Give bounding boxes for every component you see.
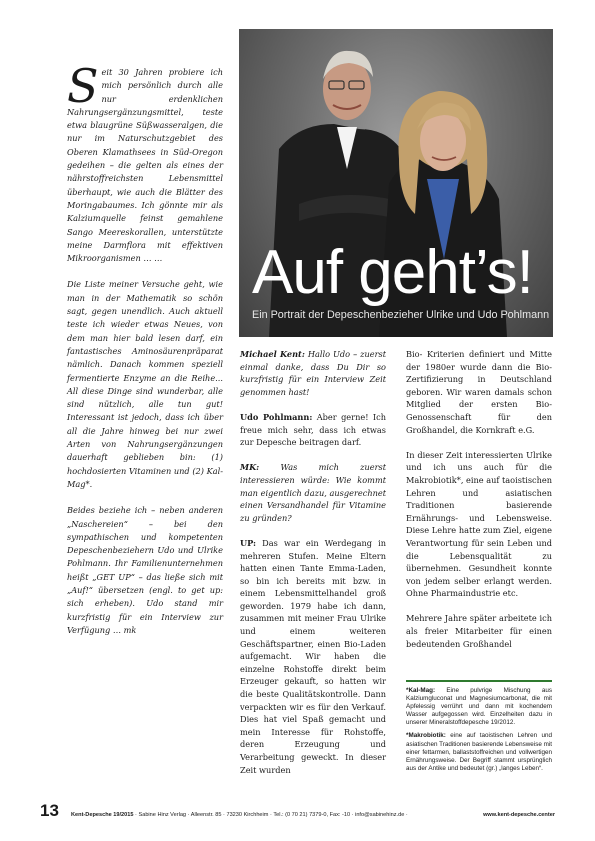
page-number: 13	[40, 801, 59, 820]
page-footer	[40, 801, 555, 822]
intro-column	[67, 59, 223, 650]
continued-paragraph-2: In dieser Zeit interessierten Ulrike und ich uns auch für die Makrobiotik*, eine auf taoistischen Lehren und asiatischen Traditionen basierende Ernährungs- und Lebensweise. Diese Lehre hatte zum Ziel, eigene Verantwortung für sein Leben und die Lebensqualität zu übernehmen. Gesundheit konnte von jedem selber erlangt werden. Ohne Pharmaindustrie etc.	[406, 449, 553, 599]
speaker-label: MK:	[240, 462, 260, 473]
intro-paragraph-1: Seit 30 Jahren probiere ich mich persönlich durch alle nur erdenklichen Nahrungsergänzungsmittel, teste etwa blaugrüne Süßwasseralgen, die nur im Naturschutzgebiet des Oberen Klamathsees in Süd-Oregon gedeihen – die gelten als eines der nährstoffreichsten Lebensmittel überhaupt, wie auch die Blätter des Moringabaumes. Ich gönnte mir als Kalziumquelle feinst gemahlene Sango Meereskorallen, unterstützte meine Darmflora mit effektiven Mikroorganismen … …	[67, 59, 223, 264]
speaker-label: Michael Kent:	[240, 349, 305, 359]
interview-entry: MK: Was mich zuerst interessieren würde: Wie kommt man eigentlich dazu, ausgerechnet einen Versandhandel für Vitamine zu gründen?	[240, 462, 386, 523]
interview-column	[240, 348, 386, 789]
footer-imprint: Kent-Depesche 19/2015 · Sabine Hinz Verlag · Alleenstr. 85 · 73230 Kirchheim · Tel.: (0 70 21) 7379-0, Fax: -10 · info@sabinehinz.de ·	[71, 812, 408, 818]
interview-entry: Michael Kent: Hallo Udo – zuerst einmal danke, dass Du Dir so kurzfristig für ein Interview Zeit genommen hast!	[240, 349, 386, 397]
footer-url-link[interactable]: www.kent-depesche.center	[483, 812, 555, 818]
footnotes	[406, 680, 552, 778]
continued-paragraph-1: Bio- Kriterien definiert und Mitte der 1980er wurde dann die Bio-Zertifizierung in Deutschland geboren. Wir waren damals schon Mitglied der ersten Bio-Genossenschaft für den Großhandel, die Kornkraft e.G.	[406, 349, 552, 435]
footnote-makrobiotik: *Makrobiotik: eine auf taoistischen Lehren und asiatischen Traditionen basierende Lebensweise mit einer fettarmen, ballaststoffreichen und vollwertigen Ernährungsweise. Der Begriff stammt ursprünglich aus der Antike und bedeutet (gr.) „langes Leben“.	[406, 732, 552, 772]
continued-paragraph-3: Mehrere Jahre später arbeitete ich als freier Mitarbeiter für einen bedeutenden Großhandel	[406, 613, 552, 649]
article-subheadline: Ein Portrait der Depeschenbezieher Ulrike und Udo Pohlmann	[252, 309, 550, 321]
dropcap: S	[67, 59, 99, 113]
speaker-label: Udo Pohlmann:	[240, 411, 313, 422]
footnote-kal-mag: *Kal-Mag: Eine pulvrige Mischung aus Kalziumgluconat und Magnesiumcarbonat, die mit Apfelessig verrührt und dann mit kochendem Wasser aufgegossen wird. Einzelheiten dazu in unserer Mineralstoffdepesche 19/2012.	[406, 687, 552, 727]
interview-entry: UP: Das war ein Werdegang in mehreren Stufen. Meine Eltern hatten einen Tante Emma-Laden, so bin ich bereits mit bzw. in einem Lebensmittelhandel groß geworden. 1979 habe ich dann, zusammen mit meiner Frau Ulrike und einem weiteren Geschäftspartner, einen Bio-Laden aufgemacht. Wir haben die einzelne Rohstoffe direkt beim Erzeuger gekauft, so hatten wir die beste Qualitätskontrolle. Dann verpackten wir es für den Verkauf. Dies hat viel Spaß gemacht und mein Interesse für Rohstoffe, deren Erzeugung und Verarbeitung geweckt. In dieser Zeit wurden	[240, 537, 386, 775]
interview-entry: Udo Pohlmann: Aber gerne! Ich freue mich sehr, dass ich etwas zur Depesche beitragen darf.	[240, 411, 386, 448]
article-headline: Auf geht’s!	[252, 238, 533, 307]
intro-paragraph-2: Die Liste meiner Versuche geht, wie man in der Mathematik so schön sagt, gegen unendlich. Auch aktuell teste ich wieder etwas Neues, von dem man hier bald lesen darf, ein fantastisches Aminosäurenpräparat nämlich. Danach kommen speziell fermentierte Enzyme an die Reihe... All diese Dinge sind wunderbar, alle sind nützlich, alle tun gut! Interessant ist jedoch, dass ich über all die Jahre hinweg bei nur zwei Arten von Nahrungsergänzungen dauerhaft geblieben bin: (1) hochdosierten Vitaminen und (2) Kal-Mag*.	[67, 279, 223, 489]
intro-paragraph-3: Beides beziehe ich – neben anderen „Naschereien“ – bei den sympathischen und kompetenten Depeschenbeziehern Udo und Ulrike Pohlmann. Ihr Familienunternehmen heißt „GET UP“ – das ließe sich mit „Auf!“ übersetzen (engl. to get up: sich erheben). Udo stand mir kurzfristig für ein Interview zur Verfügung … mk	[67, 505, 223, 635]
speaker-label: UP:	[240, 537, 257, 548]
continued-column	[406, 348, 552, 663]
